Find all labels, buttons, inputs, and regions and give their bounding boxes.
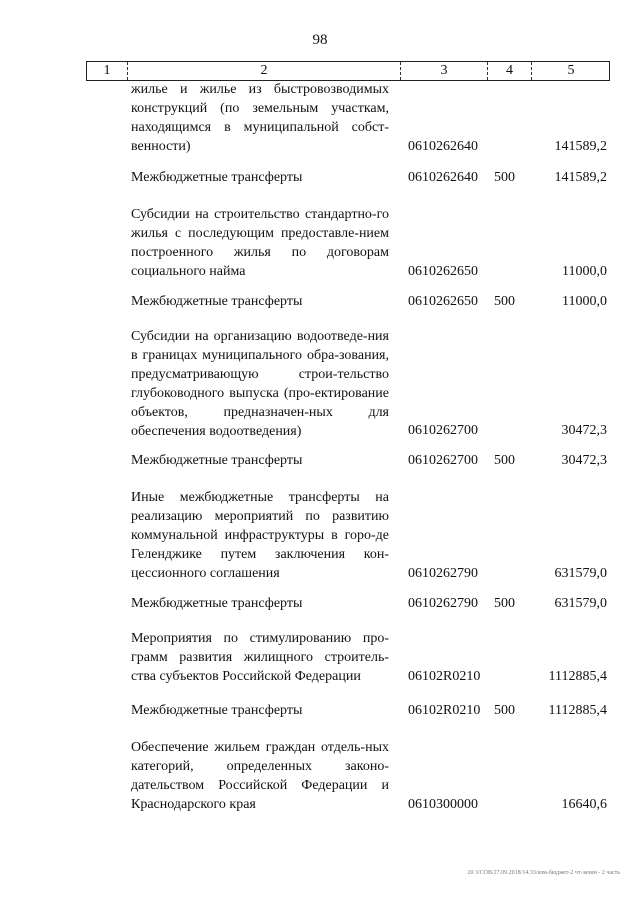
row-code: 0610300000 — [408, 797, 478, 812]
table-row — [0, 701, 640, 720]
row-kvr: 500 — [494, 170, 515, 185]
row-code: 0610262640 — [408, 139, 478, 154]
row-description: Субсидии на строительство стандартно-го жилья с последующим предоставле-нием построенного жилья по договорам социального найма — [131, 207, 389, 279]
footer-file-reference: 20 3/СОВ/27.09.2018/14.33/изм-бюджет-2 чт-зачин - 2 часть — [467, 870, 620, 876]
row-code: 06102R0210 — [408, 703, 481, 718]
row-code: 06102R0210 — [408, 669, 481, 684]
row-sum: 16640,6 — [561, 797, 607, 812]
row-sum: 631579,0 — [554, 596, 607, 611]
row-code: 0610262790 — [408, 566, 478, 581]
row-kvr: 500 — [494, 453, 515, 468]
table-row — [0, 451, 640, 470]
row-description: Субсидии на организацию водоотведе-ния в границах муниципального обра-зования, предусматривающую строи-тельство глубоководного выпуска (про-ектирование объектов, предназначен-ных для обеспечения водоотведения) — [131, 329, 389, 439]
header-col-2: 2 — [128, 62, 401, 80]
row-sum: 141589,2 — [554, 170, 607, 185]
row-description: Обеспечение жильем граждан отдель-ных категорий, определенных законо-дательством Российской Федерации и Краснодарского края — [131, 740, 389, 812]
row-description: Межбюджетные трансферты — [131, 703, 303, 718]
row-description: жилье и жилье из быстровозводимых конструкций (по земельным участкам, находящимся в муниципальной собст-венности) — [131, 82, 389, 154]
row-sum: 11000,0 — [562, 264, 607, 279]
table-header — [86, 61, 610, 81]
table-row — [0, 488, 640, 583]
row-sum: 631579,0 — [554, 566, 607, 581]
row-sum: 30472,3 — [561, 453, 607, 468]
row-sum: 11000,0 — [562, 294, 607, 309]
row-code: 0610262700 — [408, 453, 478, 468]
row-code: 0610262790 — [408, 596, 478, 611]
row-sum: 1112885,4 — [548, 703, 607, 718]
row-kvr: 500 — [494, 703, 515, 718]
row-description: Межбюджетные трансферты — [131, 453, 303, 468]
row-description: Иные межбюджетные трансферты на реализацию мероприятий по развитию коммунальной инфраструктуры в горо-де Геленджике путем заключения кон-цессионного соглашения — [131, 490, 389, 581]
row-description: Межбюджетные трансферты — [131, 170, 303, 185]
page-number: 98 — [312, 32, 328, 48]
row-kvr: 500 — [494, 596, 515, 611]
row-kvr: 500 — [494, 294, 515, 309]
row-code: 0610262640 — [408, 170, 478, 185]
row-code: 0610262650 — [408, 264, 478, 279]
row-description: Межбюджетные трансферты — [131, 294, 303, 309]
table-row — [0, 80, 640, 156]
table-row — [0, 738, 640, 814]
row-code: 0610262700 — [408, 423, 478, 438]
table-row — [0, 327, 640, 440]
row-description: Мероприятия по стимулированию про-грамм развития жилищного строитель-ства субъектов Российской Федерации — [131, 631, 389, 684]
row-description: Межбюджетные трансферты — [131, 596, 303, 611]
header-col-4: 4 — [488, 62, 532, 80]
header-col-5: 5 — [567, 63, 575, 78]
table-row — [0, 594, 640, 613]
row-sum: 141589,2 — [554, 139, 607, 154]
table-row — [0, 292, 640, 311]
table-row — [0, 205, 640, 281]
row-code: 0610262650 — [408, 294, 478, 309]
row-sum: 1112885,4 — [548, 669, 607, 684]
table-row — [0, 629, 640, 686]
header-col-1: 1 — [87, 62, 128, 80]
table-row — [0, 168, 640, 187]
row-sum: 30472,3 — [561, 423, 607, 438]
header-col-3: 3 — [401, 62, 488, 80]
